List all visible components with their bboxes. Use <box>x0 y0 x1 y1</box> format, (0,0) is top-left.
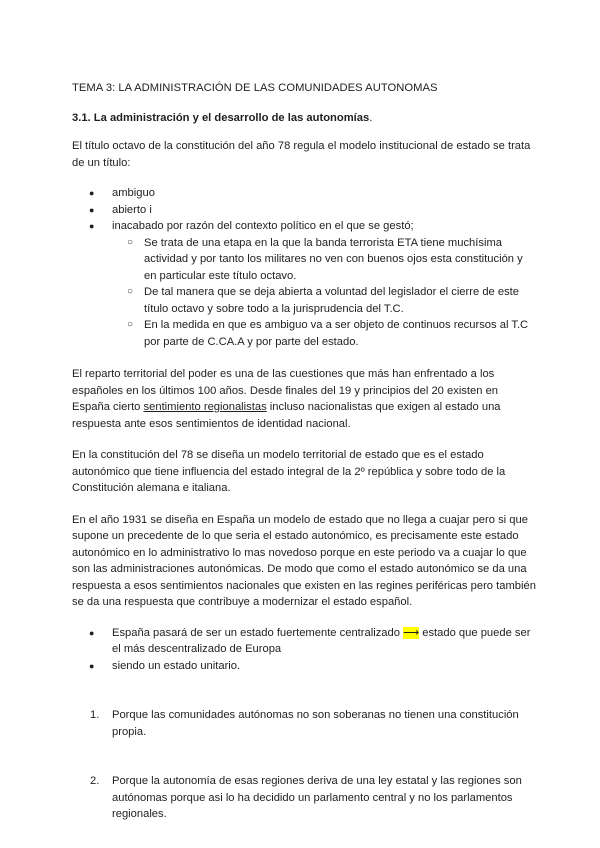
list-item-text: ambiguo <box>112 187 155 199</box>
intro-paragraph: El título octavo de la constitución del año 78 regula el modelo institucional de estado se trata de un título: <box>72 140 531 169</box>
document-page <box>72 80 538 823</box>
list-item <box>72 202 538 219</box>
state-model-list <box>72 625 538 675</box>
bullet-icon: ● <box>89 204 95 215</box>
numbered-item-text: Porque la autonomía de esas regiones deriva de una ley estatal y las regiones son autónomas porque asi lo ha decidido un parlamento central y no los parlamentos regionales. <box>112 775 522 820</box>
title-characteristics-list <box>72 185 538 350</box>
sub-bullet-icon: ○ <box>127 236 134 248</box>
list-item-text: abierto i <box>112 203 152 216</box>
numbered-item <box>72 773 538 823</box>
paragraph-territorial-power <box>72 366 538 432</box>
reasons-numbered-list <box>72 707 538 823</box>
sub-list <box>112 235 538 351</box>
paragraph-year-1931: En el año 1931 se diseña en España un modelo de estado que no llega a cuajar pero si que supone un precedente de lo que seria el estado autonómico, es precisamente este estado autonómico en lo administrativo lo mas novedoso porque en este periodo va a cuajar lo que son las administraciones autonómicas. De modo que como el estado autonómico se da una respuesta a esos sentimientos nacionales que existen en las regines periféricas pero también se da una respuesta que contribuye a modernizar el estado español. <box>72 513 536 608</box>
list-item <box>72 658 538 675</box>
numbered-item <box>72 707 538 740</box>
document-title: TEMA 3: LA ADMINISTRACIÓN DE LAS COMUNIDADES AUTONOMAS <box>72 82 438 94</box>
list-item-text: siendo un estado unitario. <box>112 659 241 672</box>
paragraph-text: El reparto territorial del poder es una de las cuestiones que más han enfrentado a los españoles en los últimos 100 años. Desde finales del 19 y principios del 20 existen en España cierto <box>72 368 499 413</box>
sub-list-item <box>72 235 538 285</box>
list-item <box>72 185 538 202</box>
list-item <box>72 625 538 658</box>
item-number: 2. <box>90 775 100 787</box>
bullet-icon: ● <box>89 660 95 671</box>
list-item-text: estado que puede ser el más descentralizado de Europa <box>112 626 531 655</box>
underlined-term: sentimiento regionalistas <box>143 401 267 413</box>
numbered-item-text: Porque las comunidades autónomas no son soberanas no tienen una constitución propia. <box>112 709 519 738</box>
sub-bullet-icon: ○ <box>127 286 134 297</box>
sub-bullet-icon: ○ <box>127 319 134 330</box>
list-item-text: inacabado por razón del contexto político en el que se gestó; <box>112 220 414 232</box>
sub-list-item-text: En la medida en que es ambiguo va a ser objeto de continuos recursos al T.C por parte de C.CA.A y por parte del estado. <box>144 319 529 348</box>
section-heading-period: . <box>369 111 373 124</box>
section-heading <box>72 110 538 127</box>
list-item <box>72 218 538 350</box>
sub-list-item <box>72 317 538 350</box>
item-number: 1. <box>90 709 100 721</box>
section-number: 3.1. <box>72 111 91 124</box>
bullet-icon: ● <box>89 188 95 198</box>
sub-list-item-text: Se trata de una etapa en la que la banda terrorista ETA tiene muchísima actividad y por tanto los militares no ven con buenos ojos esta constitución y en particular este título octavo. <box>144 236 523 282</box>
bullet-icon: ● <box>89 627 95 638</box>
bullet-icon: ● <box>89 221 95 231</box>
list-item-text: España pasará de ser un estado fuertemente centralizado <box>112 626 404 639</box>
sub-list-item-text: De tal manera que se deja abierta a voluntad del legislador el cierre de este título octavo y sobre todo a la jurisprudencia del T.C. <box>144 286 520 315</box>
paragraph-constitution-78: En la constitución del 78 se diseña un modelo territorial de estado que es el estado autonómico que tiene influencia del estado integral de la 2º república y sobre todo de la Constitución alemana e italiana. <box>72 449 506 494</box>
paragraph-text: incluso nacionalistas que exigen al estado una respuesta ante esos sentimientos de identidad nacional. <box>72 401 501 430</box>
highlighted-arrow-icon: ⟶ <box>403 626 420 639</box>
section-heading-text: La administración y el desarrollo de las autonomías <box>93 111 370 124</box>
sub-list-item <box>72 284 538 317</box>
